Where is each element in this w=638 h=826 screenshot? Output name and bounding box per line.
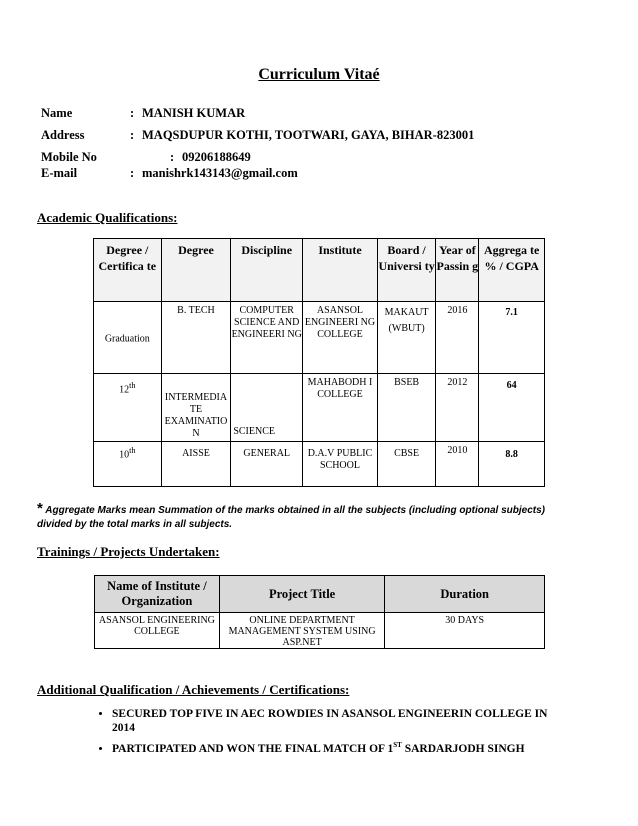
academic-table: [93, 238, 545, 487]
header-institute: Institute: [303, 239, 378, 302]
row-board: MAKAUT (WBUT): [377, 302, 435, 374]
additional-heading: Additional Qualification / Achievements / Certifications:: [37, 682, 350, 697]
document-title: Curriculum Vitaé: [258, 66, 380, 83]
trainings-header-row: [95, 576, 545, 613]
item-text: PARTICIPATED AND WON THE FINAL MATCH OF 1: [112, 742, 394, 755]
row-institute: MAHABODH I COLLEGE: [303, 374, 378, 442]
row-project: ONLINE DEPARTMENT MANAGEMENT SYSTEM USING ASP.NET: [219, 613, 385, 649]
email-value: manishrk143143@gmail.com: [142, 166, 298, 180]
level-text: Graduation: [104, 333, 150, 345]
table-row: [95, 613, 545, 649]
header-duration: Duration: [385, 576, 545, 613]
header-year: Year of Passin g: [436, 239, 479, 302]
address-sep: :: [130, 128, 135, 142]
row-institute: ASANSOL ENGINEERI NG COLLEGE: [303, 302, 378, 374]
name-value: MANISH KUMAR: [142, 106, 246, 120]
level-text: 12: [119, 384, 130, 396]
header-discipline: Discipline: [231, 239, 303, 302]
name-sep: :: [130, 106, 135, 120]
name-label: Name: [41, 106, 73, 120]
academic-heading: Academic Qualifications:: [37, 210, 178, 225]
list-item: [112, 707, 572, 735]
email-label: E-mail: [41, 166, 78, 180]
row-board: BSEB: [377, 374, 435, 442]
row-score: 7.1: [479, 302, 545, 374]
row-degree: B. TECH: [161, 302, 231, 374]
header-project-title: Project Title: [219, 576, 385, 613]
header-board: Board / Universi ty: [377, 239, 435, 302]
row-year: 2012: [436, 374, 479, 442]
mobile-label: Mobile No: [41, 150, 97, 164]
row-institute: D.A.V PUBLIC SCHOOL: [303, 442, 378, 487]
row-discipline: SCIENCE: [231, 374, 303, 442]
level-text: 10: [119, 449, 130, 461]
row-level: [94, 374, 162, 442]
item-tail: SARDARJODH SINGH: [401, 742, 525, 755]
email-sep: :: [130, 166, 135, 180]
list-item: [112, 738, 572, 756]
header-institute: Name of Institute / Organization: [95, 576, 220, 613]
level-sup: th: [129, 446, 136, 455]
address-label: Address: [41, 128, 85, 142]
achievements-list: [92, 707, 572, 759]
mobile-value: 09206188649: [182, 150, 251, 164]
row-degree: AISSE: [161, 442, 231, 487]
mobile-sep: :: [170, 150, 175, 164]
row-discipline: GENERAL: [231, 442, 303, 487]
address-value: MAQSDUPUR KOTHI, TOOTWARI, GAYA, BIHAR-823001: [142, 128, 475, 142]
row-discipline: COMPUTER SCIENCE AND ENGINEERI NG: [231, 302, 303, 374]
trainings-table: [94, 575, 545, 649]
table-row: [94, 442, 545, 487]
row-board: CBSE: [377, 442, 435, 487]
table-row: [94, 374, 545, 442]
row-year: 2016: [436, 302, 479, 374]
table-row: [94, 302, 545, 374]
note-text: Aggregate Marks mean Summation of the marks obtained in all the subjects (including optional subjects) divided by the total marks in all subjects.: [37, 505, 545, 530]
aggregate-note: [37, 502, 545, 532]
level-sup: th: [129, 381, 136, 390]
row-score: 8.8: [479, 442, 545, 487]
item-sup: ST: [393, 741, 402, 749]
row-year: 2010: [436, 442, 479, 487]
header-certificate: Degree / Certifica te: [94, 239, 162, 302]
item-text: SECURED TOP FIVE IN AEC ROWDIES IN ASANSOL ENGINEERIN COLLEGE IN 2014: [112, 708, 548, 734]
note-star: *: [37, 500, 43, 517]
row-institute: ASANSOL ENGINEERING COLLEGE: [95, 613, 220, 649]
row-degree: INTERMEDIA TE EXAMINATIO N: [161, 374, 231, 442]
row-level: [94, 442, 162, 487]
row-level: [94, 302, 162, 374]
header-aggregate: Aggrega te % / CGPA: [479, 239, 545, 302]
trainings-heading: Trainings / Projects Undertaken:: [37, 544, 220, 559]
row-duration: 30 DAYS: [385, 613, 545, 649]
row-score: 64: [479, 374, 545, 442]
academic-header-row: [94, 239, 545, 302]
header-degree: Degree: [161, 239, 231, 302]
